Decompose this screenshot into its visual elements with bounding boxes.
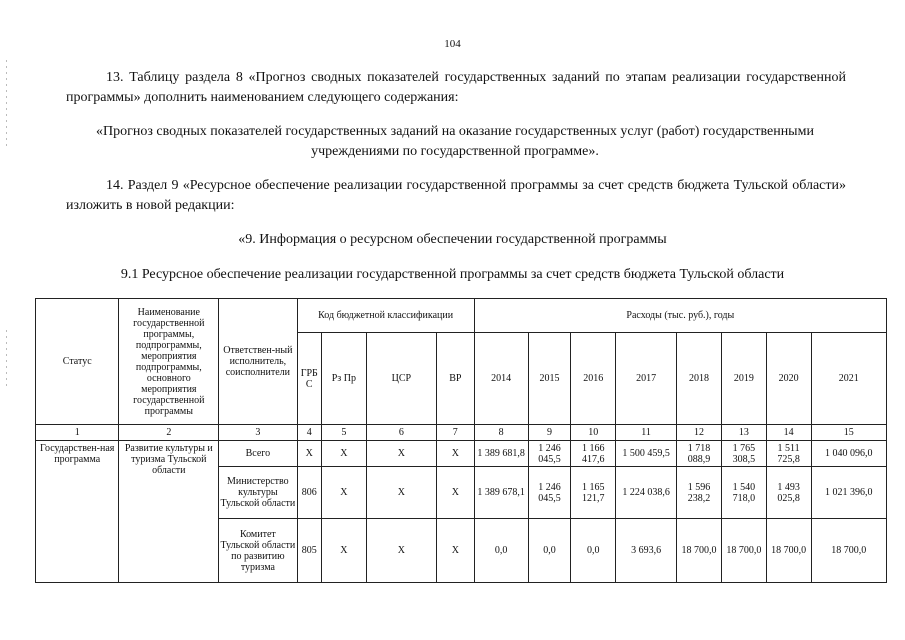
- status-cell: Государствен-ная программа: [36, 441, 119, 583]
- col-number: 2: [119, 425, 219, 441]
- grbs-cell: Х: [297, 441, 321, 467]
- program-name-cell: Развитие культуры и туризма Тульской области: [119, 441, 219, 583]
- rzpr-cell: Х: [321, 467, 366, 519]
- value-cell: 1 224 038,6: [616, 467, 677, 519]
- value-cell: 1 040 096,0: [811, 441, 887, 467]
- col-number: 5: [321, 425, 366, 441]
- value-cell: 0,0: [474, 519, 528, 583]
- csr-cell: Х: [366, 519, 436, 583]
- header-year: 2021: [811, 333, 887, 425]
- grbs-cell: 805: [297, 519, 321, 583]
- header-status: Статус: [36, 299, 119, 425]
- header-csr: ЦСР: [366, 333, 436, 425]
- header-year: 2014: [474, 333, 528, 425]
- header-executor: Ответствен-ный исполнитель, соисполнители: [219, 299, 297, 425]
- col-number: 14: [766, 425, 811, 441]
- rzpr-cell: Х: [321, 519, 366, 583]
- header-name: Наименование государственной программы, подпрограммы, мероприятия подпрограммы, основного мероприятия государственной программы: [119, 299, 219, 425]
- grbs-cell: 806: [297, 467, 321, 519]
- csr-cell: Х: [366, 441, 436, 467]
- value-cell: 1 500 459,5: [616, 441, 677, 467]
- col-number: 8: [474, 425, 528, 441]
- value-cell: 1 021 396,0: [811, 467, 887, 519]
- quote-paragraph: «Прогноз сводных показателей государственных заданий на оказание государственных услуг (работ) государственными учреждениями по государственной программе».: [96, 124, 814, 159]
- header-year: 2015: [528, 333, 571, 425]
- header-rzpr: Рз Пр: [321, 333, 366, 425]
- vr-cell: Х: [436, 467, 474, 519]
- value-cell: 1 246 045,5: [528, 441, 571, 467]
- col-number: 15: [811, 425, 887, 441]
- margin-mark: [6, 60, 7, 150]
- col-number: 10: [571, 425, 616, 441]
- value-cell: 1 166 417,6: [571, 441, 616, 467]
- executor-cell: Всего: [219, 441, 297, 467]
- header-expenses: Расходы (тыс. руб.), годы: [474, 299, 886, 333]
- header-vr: ВР: [436, 333, 474, 425]
- value-cell: 1 540 718,0: [721, 467, 766, 519]
- col-number: 4: [297, 425, 321, 441]
- executor-cell: Комитет Тульской области по развитию туризма: [219, 519, 297, 583]
- paragraph-13: 13. Таблицу раздела 8 «Прогноз сводных показателей государственных заданий по этапам реализации государственной программы» дополнить наименованием следующего содержания:: [66, 70, 846, 105]
- header-row-1: [36, 299, 887, 333]
- header-budget-code: Код бюджетной классификации: [297, 299, 474, 333]
- executor-cell: Министерство культуры Тульской области: [219, 467, 297, 519]
- value-cell: 1 718 088,9: [677, 441, 722, 467]
- header-year: 2017: [616, 333, 677, 425]
- paragraph-14: 14. Раздел 9 «Ресурсное обеспечение реализации государственной программы за счет средств бюджета Тульской области» изложить в новой редакции:: [66, 178, 846, 213]
- header-year: 2018: [677, 333, 722, 425]
- value-cell: 1 389 678,1: [474, 467, 528, 519]
- header-year: 2016: [571, 333, 616, 425]
- value-cell: 1 511 725,8: [766, 441, 811, 467]
- value-cell: 1 389 681,8: [474, 441, 528, 467]
- page-number: 104: [444, 38, 461, 50]
- vr-cell: Х: [436, 519, 474, 583]
- vr-cell: Х: [436, 441, 474, 467]
- value-cell: 1 165 121,7: [571, 467, 616, 519]
- col-number: 6: [366, 425, 436, 441]
- col-number: 7: [436, 425, 474, 441]
- table-row: [36, 441, 887, 467]
- value-cell: 18 700,0: [721, 519, 766, 583]
- col-number: 9: [528, 425, 571, 441]
- subsection-title: 9.1 Ресурсное обеспечение реализации государственной программы за счет средств бюджета Тульской области: [120, 267, 785, 282]
- value-cell: 18 700,0: [766, 519, 811, 583]
- value-cell: 1 493 025,8: [766, 467, 811, 519]
- resource-table: [35, 298, 887, 583]
- header-year: 2019: [721, 333, 766, 425]
- col-number: 12: [677, 425, 722, 441]
- value-cell: 1 765 308,5: [721, 441, 766, 467]
- col-number: 3: [219, 425, 297, 441]
- rzpr-cell: Х: [321, 441, 366, 467]
- header-grbs: ГРБ С: [297, 333, 321, 425]
- value-cell: 3 693,6: [616, 519, 677, 583]
- value-cell: 18 700,0: [677, 519, 722, 583]
- value-cell: 0,0: [528, 519, 571, 583]
- col-number: 13: [721, 425, 766, 441]
- column-number-row: [36, 425, 887, 441]
- value-cell: 18 700,0: [811, 519, 887, 583]
- header-year: 2020: [766, 333, 811, 425]
- col-number: 11: [616, 425, 677, 441]
- value-cell: 0,0: [571, 519, 616, 583]
- margin-mark: [6, 330, 7, 390]
- col-number: 1: [36, 425, 119, 441]
- section-title: «9. Информация о ресурсном обеспечении государственной программы: [238, 232, 667, 247]
- csr-cell: Х: [366, 467, 436, 519]
- value-cell: 1 246 045,5: [528, 467, 571, 519]
- value-cell: 1 596 238,2: [677, 467, 722, 519]
